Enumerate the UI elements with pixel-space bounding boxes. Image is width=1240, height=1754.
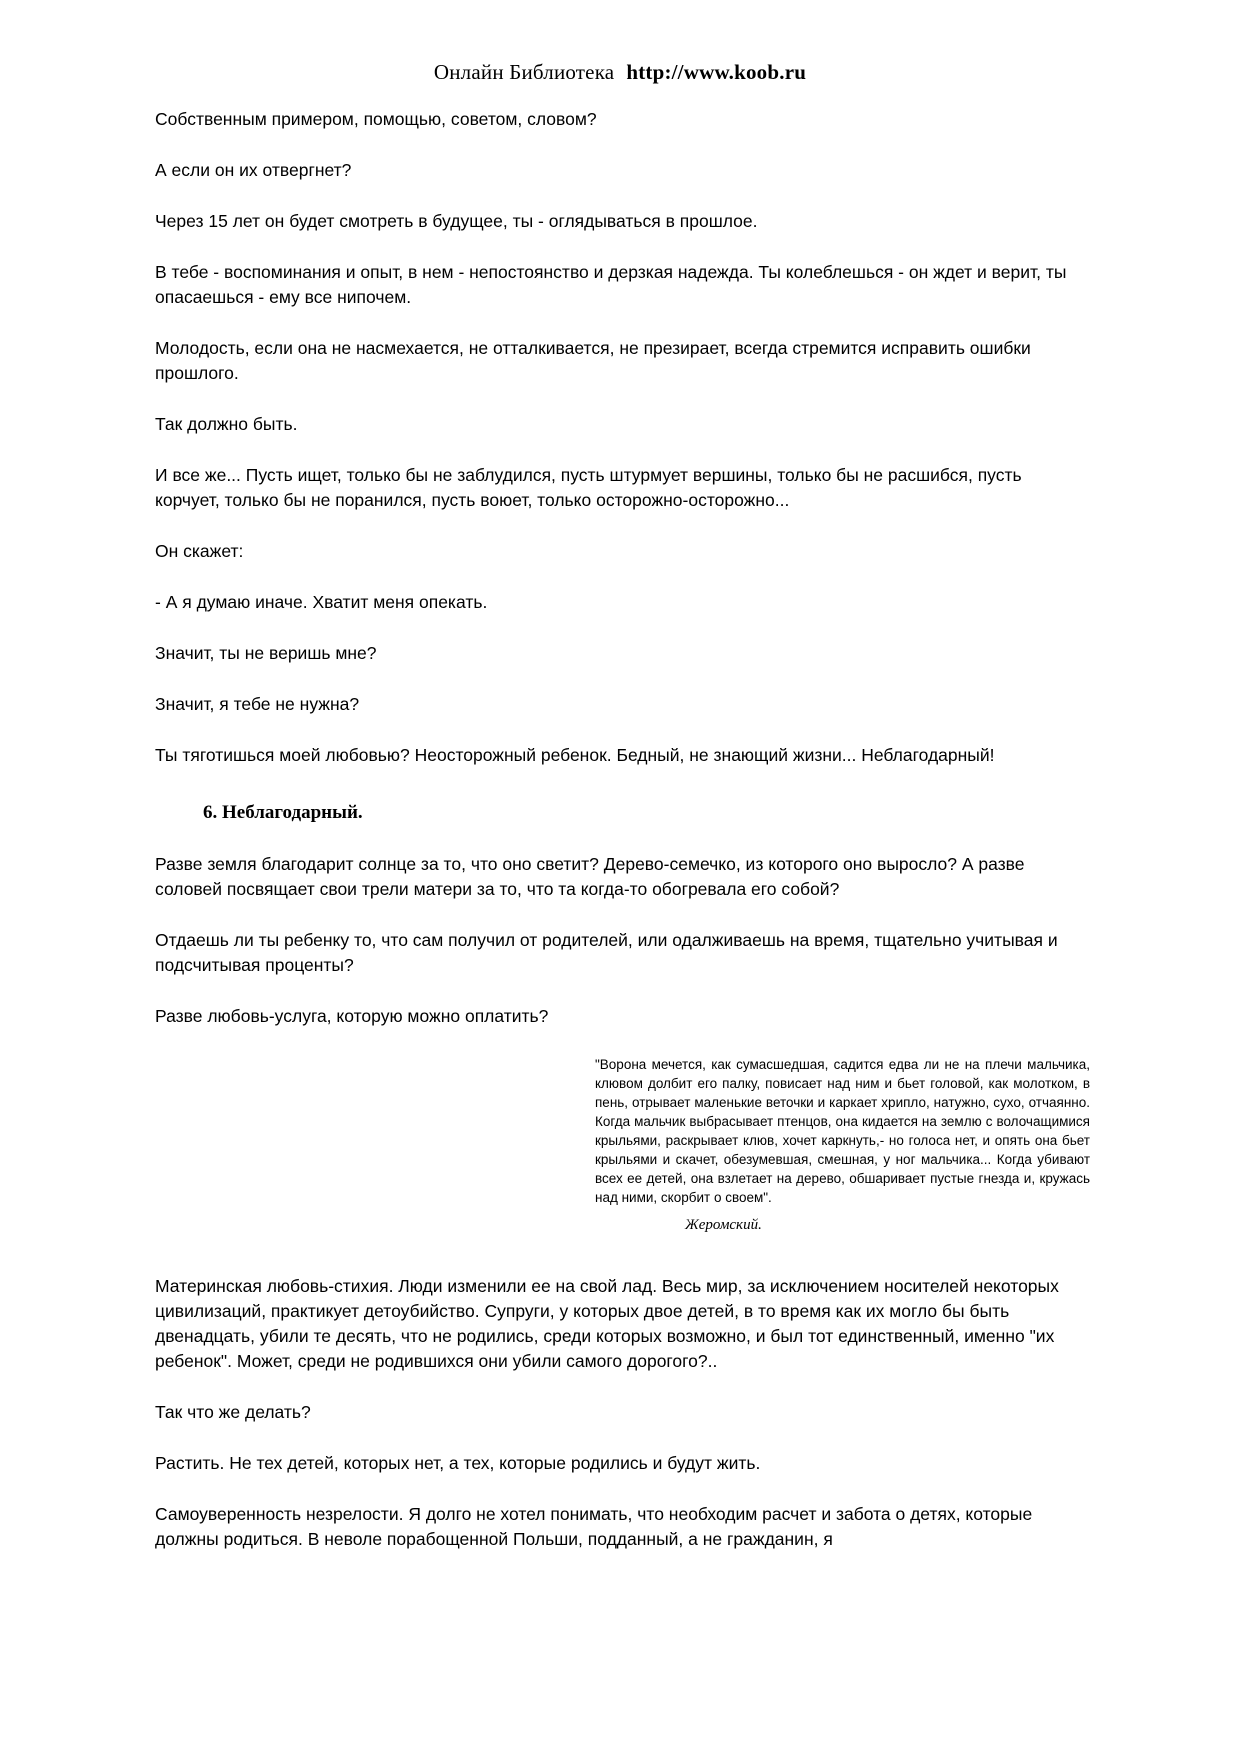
library-url: http://www.koob.ru (626, 60, 807, 84)
paragraph: Так что же делать? (155, 1402, 311, 1422)
paragraph: - А я думаю иначе. Хватит меня опекать. (155, 592, 488, 612)
paragraph: Отдаешь ли ты ребенку то, что сам получил от родителей, или одалживаешь на время, тщательно учитывая и подсчитывая проценты? (155, 930, 1058, 975)
paragraph: В тебе - воспоминания и опыт, в нем - непостоянство и дерзкая надежда. Ты колеблешься - он ждет и верит, ты опасаешься - ему все нипочем. (155, 262, 1067, 307)
spacer (155, 1244, 1090, 1274)
paragraph: Материнская любовь-стихия. Люди изменили ее на свой лад. Весь мир, за исключением носителей некоторых цивилизаций, практикует детоубийство. Супруги, у которых двое детей, в то время как их могло бы быть двенадцать, убили те десять, что не родились, среди которых возможно, и был тот единственный, именно "их ребенок". Может, среди не родившихся они убили самого дорогого?.. (155, 1276, 1059, 1371)
page-header (0, 0, 1240, 85)
paragraph: Разве любовь-услуга, которую можно оплатить? (155, 1006, 549, 1026)
blockquote-attribution: Жеромский. (685, 1217, 762, 1233)
paragraph: Растить. Не тех детей, которых нет, а тех, которые родились и будут жить. (155, 1453, 761, 1473)
paragraph: Значит, ты не веришь мне? (155, 643, 377, 663)
paragraph: И все же... Пусть ищет, только бы не заблудился, пусть штурмует вершины, только бы не расшибся, пусть корчует, только бы не поранился, пусть воюет, только осторожно-осторожно... (155, 465, 1022, 510)
paragraph: Разве земля благодарит солнце за то, что оно светит? Дерево-семечко, из которого оно выросло? А разве соловей посвящает свои трели матери за то, что та когда-то обогревала его собой? (155, 854, 1025, 899)
paragraph: Он скажет: (155, 541, 244, 561)
paragraph: Молодость, если она не насмехается, не отталкивается, не презирает, всегда стремится исправить ошибки прошлого. (155, 338, 1031, 383)
blockquote-text: "Ворона мечется, как сумасшедшая, садится едва ли не на плечи мальчика, клювом долбит его палку, повисает над ним и бьет головой, как молотком, в пень, отрывает маленькие веточки и каркает хрипло, натужно, сухо, отчаянно. Когда мальчик выбрасывает птенцов, она кидается на землю с волочащимися крыльями, раскрывает клюв, хочет каркнуть,- но голоса нет, и опять она бьет крыльями и скачет, обезумевшая, смешная, у ног мальчика... Когда убивают всех ее детей, она взлетает на дерево, обшаривает пустые гнезда и, кружась над ними, скорбит о своем". (595, 1057, 1090, 1205)
section-heading: 6. Неблагодарный. (203, 802, 363, 823)
paragraph: А если он их отвергнет? (155, 160, 352, 180)
paragraph: Так должно быть. (155, 414, 298, 434)
document-body (0, 85, 1240, 1552)
paragraph: Через 15 лет он будет смотреть в будущее, ты - оглядываться в прошлое. (155, 211, 758, 231)
paragraph: Ты тяготишься моей любовью? Неосторожный ребенок. Бедный, не знающий жизни... Неблагодарный! (155, 745, 995, 765)
paragraph: Значит, я тебе не нужна? (155, 694, 360, 714)
blockquote (155, 1055, 1090, 1234)
paragraph: Самоуверенность незрелости. Я долго не хотел понимать, что необходим расчет и забота о детях, которые должны родиться. В неволе порабощенной Польши, подданный, а не гражданин, я (155, 1504, 1033, 1549)
paragraph: Собственным примером, помощью, советом, словом? (155, 109, 597, 129)
library-name: Онлайн Библиотека (433, 60, 615, 84)
